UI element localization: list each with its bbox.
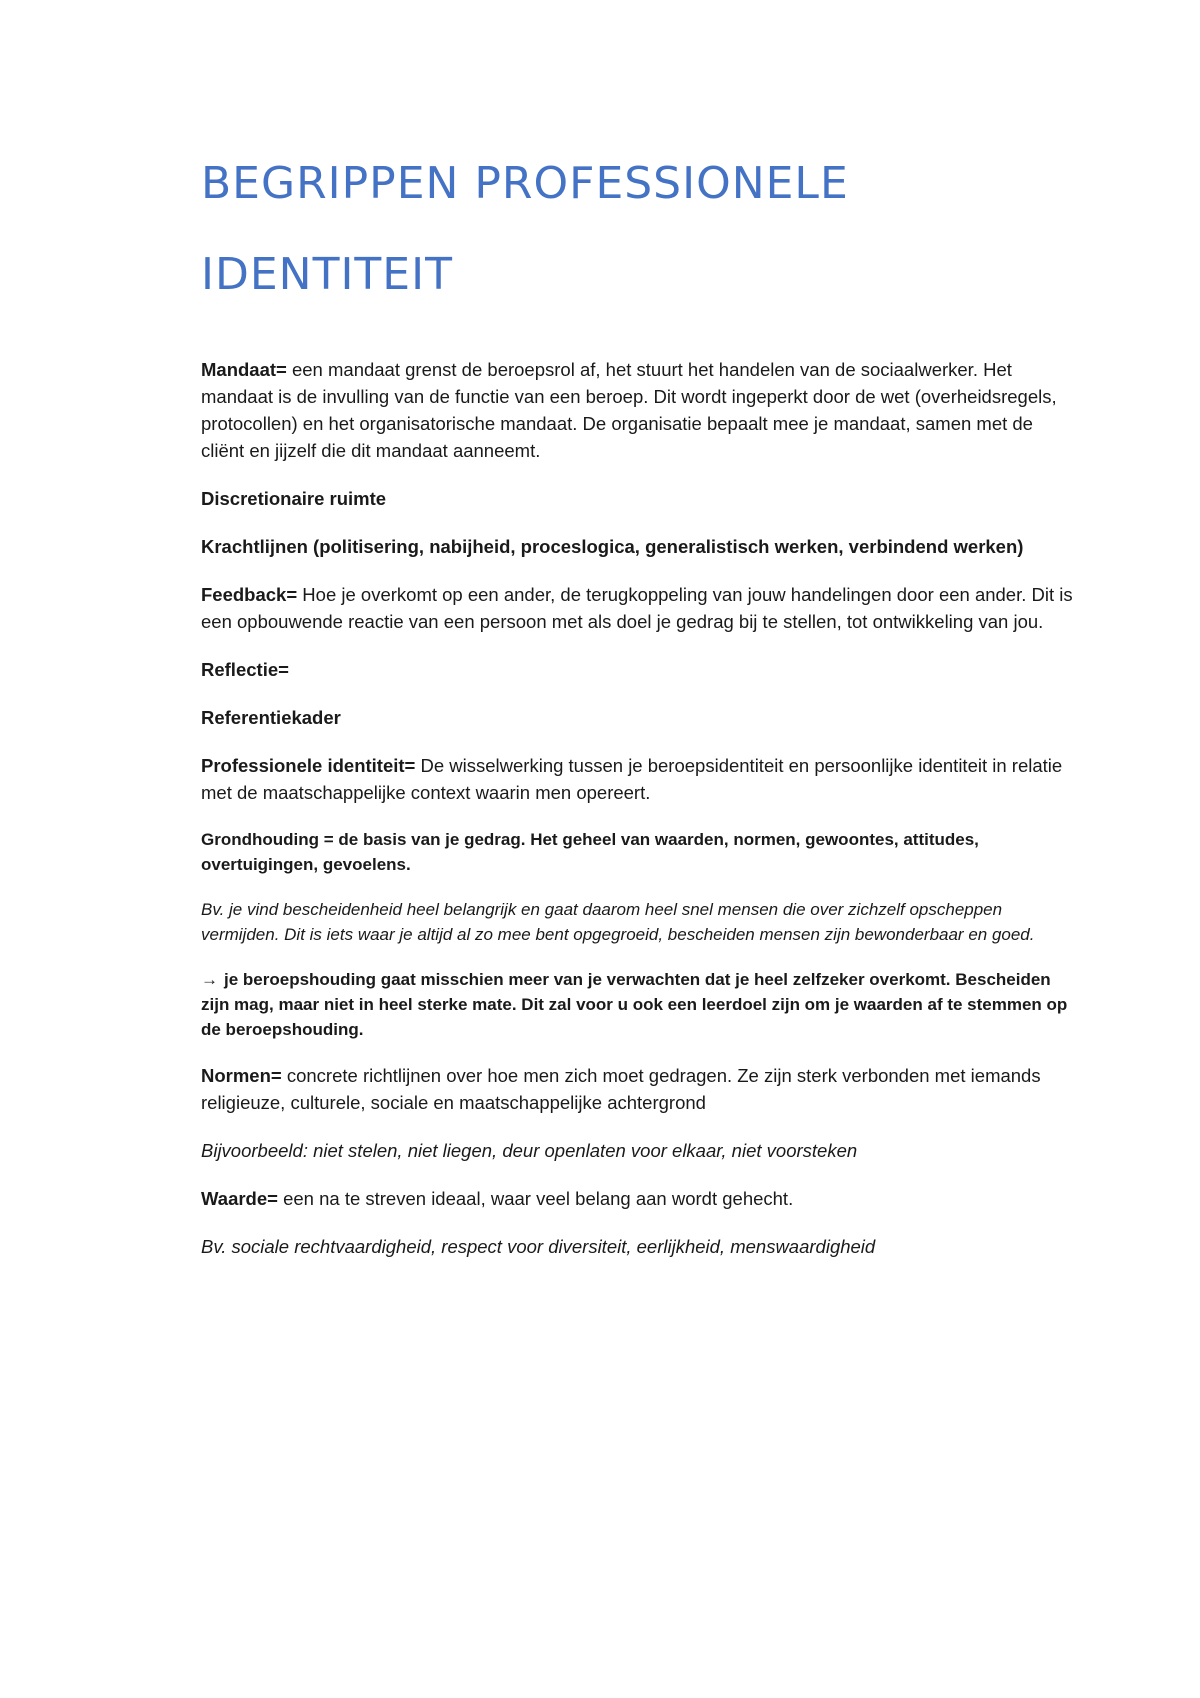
term-reflectie: Reflectie= xyxy=(201,659,289,680)
term-professionele-identiteit: Professionele identiteit= xyxy=(201,755,416,776)
definition-waarde: een na te streven ideaal, waar veel belang aan wordt gehecht. xyxy=(277,1188,794,1209)
document-content xyxy=(201,138,1081,1281)
term-mandaat: Mandaat= xyxy=(201,359,287,380)
term-grondhouding: Grondhouding xyxy=(201,830,320,849)
example-normen: Bijvoorbeeld: niet stelen, niet liegen, deur openlaten voor elkaar, niet voorsteken xyxy=(201,1140,858,1161)
term-feedback: Feedback= xyxy=(201,584,298,605)
arrow-right-icon: → xyxy=(201,970,218,989)
entry-normen xyxy=(201,1062,1081,1116)
definition-mandaat: een mandaat grenst de beroepsrol af, het stuurt het handelen van de sociaalwerker. Het mandaat is de invulling van de functie van een beroep. Dit wordt ingeperkt door de wet (overheidsregels, protocollen) en het organisatorische mandaat. De organisatie bepaalt mee je mandaat, samen met de cliënt en jijzelf die dit mandaat aanneemt. xyxy=(201,359,1057,461)
entry-beroepshouding xyxy=(201,967,1081,1042)
entry-krachtlijnen xyxy=(201,533,1081,560)
definition-grondhouding: = de basis van je gedrag. Het geheel van waarden, normen, gewoontes, attitudes, overtuigingen, gevoelens. xyxy=(201,830,979,874)
entry-discretionaire-ruimte xyxy=(201,485,1081,512)
term-discretionaire-ruimte: Discretionaire ruimte xyxy=(201,488,387,509)
definition-professionele-identiteit: De wisselwerking tussen je beroepsidentiteit en persoonlijke identiteit in relatie met de maatschappelijke context waarin men opereert. xyxy=(201,755,1063,803)
entry-waarde xyxy=(201,1185,1081,1212)
term-waarde: Waarde= xyxy=(201,1188,278,1209)
title-line-2: IDENTITEIT xyxy=(201,249,453,300)
example-waarde: Bv. sociale rechtvaardigheid, respect voor diversiteit, eerlijkheid, menswaardigheid xyxy=(201,1236,876,1257)
term-krachtlijnen: Krachtlijnen (politisering, nabijheid, proceslogica, generalistisch werken, verbindend werken) xyxy=(201,536,1024,557)
example-grondhouding: Bv. je vind bescheidenheid heel belangrijk en gaat daarom heel snel mensen die over zichzelf opscheppen vermijden. Dit is iets waar je altijd al zo mee bent opgegroeid, bescheiden mensen zijn bewonderbaar en goed. xyxy=(201,900,1035,944)
entry-mandaat xyxy=(201,356,1081,464)
document-body xyxy=(201,356,1081,1260)
entry-feedback xyxy=(201,581,1081,635)
document-title xyxy=(201,138,1081,320)
definition-normen: concrete richtlijnen over hoe men zich moet gedragen. Ze zijn sterk verbonden met iemands religieuze, culturele, sociale en maatschappelijke achtergrond xyxy=(201,1065,1041,1113)
entry-referentiekader xyxy=(201,704,1081,731)
entry-reflectie xyxy=(201,656,1081,683)
entry-grondhouding xyxy=(201,827,1081,877)
entry-professionele-identiteit xyxy=(201,752,1081,806)
term-normen: Normen= xyxy=(201,1065,282,1086)
text-beroepshouding: je beroepshouding gaat misschien meer van je verwachten dat je heel zelfzeker overkomt. Bescheiden zijn mag, maar niet in heel sterke mate. Dit zal voor u ook een leerdoel zijn om je waarden af te stemmen op de beroepshouding. xyxy=(201,970,1068,1039)
term-referentiekader: Referentiekader xyxy=(201,707,341,728)
definition-feedback: Hoe je overkomt op een ander, de terugkoppeling van jouw handelingen door een ander. Dit is een opbouwende reactie van een persoon met als doel je gedrag bij te stellen, tot ontwikkeling van jou. xyxy=(201,584,1073,632)
title-line-1: BEGRIPPEN PROFESSIONELE xyxy=(201,158,849,209)
